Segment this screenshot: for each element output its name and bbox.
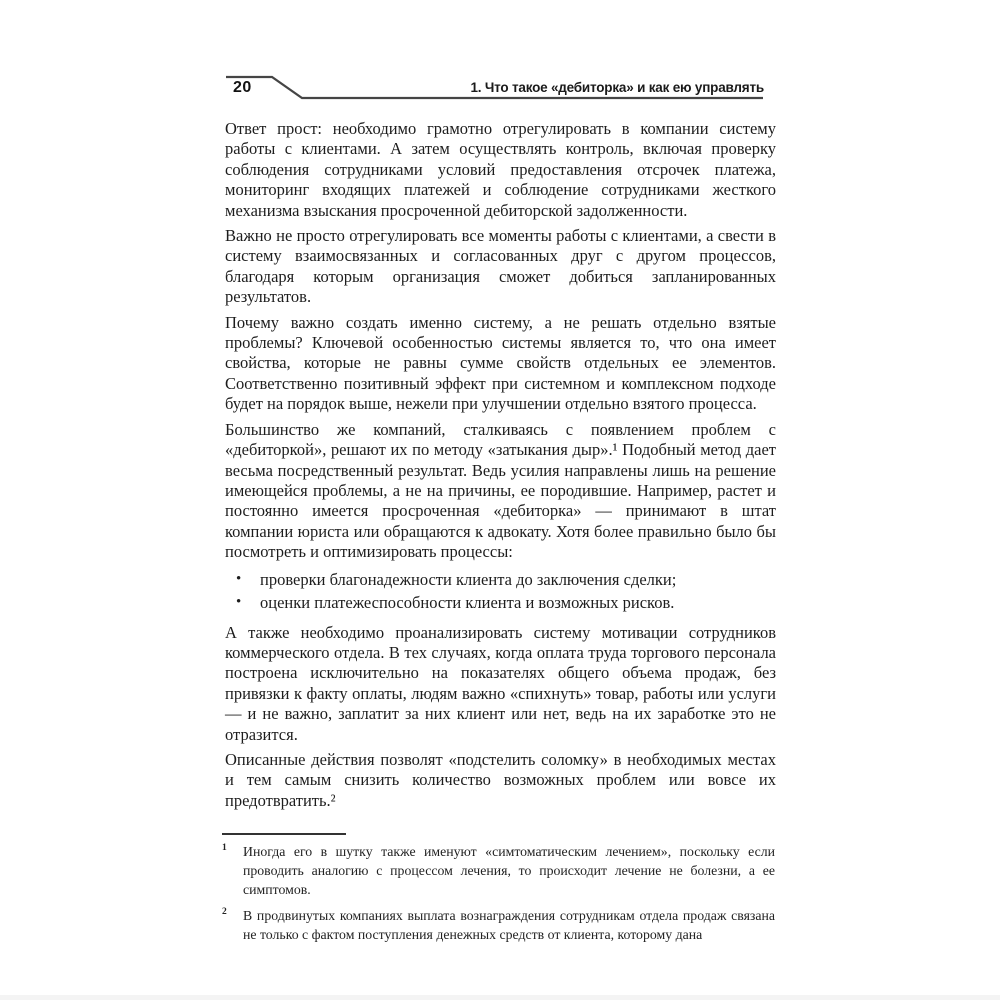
page-body bbox=[225, 119, 776, 816]
bullet-text: проверки благонадежности клиента до заключения сделки; bbox=[260, 569, 677, 589]
paragraph: А также необходимо проанализировать систему мотивации сотрудников коммерческого отдела. В тех случаях, когда оплата труда торгового персонала построена исключительно на показателях общего объема продаж, без привязки к факту оплаты, людям важно «спихнуть» товар, работы или услуги — и не важно, заплатит за них клиент или нет, ведь на их заработке это не отразится. bbox=[225, 622, 776, 744]
bullet-list bbox=[225, 568, 776, 614]
paragraph: Почему важно создать именно систему, а не решать отдельно взятые проблемы? Ключевой особенностью системы является то, что она имеет свойства, которые не равны сумме свойств отдельных ее элементов. Соответственно позитивный эффект при системном и комплексном подходе будет на порядок выше, нежели при улучшении отдельно взятого процесса. bbox=[225, 312, 776, 414]
footnote-text: В продвинутых компаниях выплата вознаграждения сотрудникам отдела продаж связана не только с фактом поступления денежных средств от клиента, которому дана bbox=[243, 908, 775, 942]
footnotes-section bbox=[222, 833, 775, 951]
bullet-icon: • bbox=[236, 593, 242, 610]
paragraph: Большинство же компаний, сталкиваясь с появлением проблем с «дебиторкой», решают их по методу «затыкания дыр».¹ Подобный метод дает весьма посредственный результат. Ведь усилия направлены лишь на решение имеющейся проблемы, а не на причины, ее породившие. Например, растет и постоянно имеется просроченная «дебиторка» — принимают в штат компании юриста или обращаются к адвокату. Хотя более правильно было бы посмотреть и оптимизировать процессы: bbox=[225, 419, 776, 562]
footnote-marker: 1 bbox=[222, 843, 227, 853]
running-chapter-title: 1. Что такое «дебиторка» и как ею управлять bbox=[470, 80, 764, 95]
paragraph: Ответ прост: необходимо грамотно отрегулировать в компании систему работы с клиентами. А затем осуществлять контроль, включая проверку соблюдения сотрудниками условий предоставления отсрочек платежа, мониторинг входящих платежей и соблюдение сотрудниками жесткого механизма взыскания просроченной дебиторской задолженности. bbox=[225, 119, 776, 220]
bullet-text: оценки платежеспособности клиента и возможных рисков. bbox=[260, 592, 675, 612]
page-header bbox=[224, 70, 764, 101]
list-item bbox=[225, 591, 776, 614]
page-scan-edge bbox=[0, 995, 1000, 1000]
footnote-separator bbox=[222, 833, 346, 835]
footnote bbox=[222, 842, 775, 899]
paragraph: Важно не просто отрегулировать все моменты работы с клиентами, а свести в систему взаимосвязанных и согласованных друг с другом процессов, благодаря которым организация сможет добиться запланированных результатов. bbox=[225, 226, 776, 307]
page-number: 20 bbox=[233, 79, 252, 96]
footnote bbox=[222, 906, 775, 944]
footnote-marker: 2 bbox=[222, 907, 227, 917]
paragraph: Описанные действия позволят «подстелить соломку» в необходимых местах и тем самым снизить количество возможных проблем или вовсе их предотвратить.² bbox=[225, 749, 776, 810]
list-item bbox=[225, 568, 776, 591]
footnote-text: Иногда его в шутку также именуют «симтоматическим лечением», поскольку если проводить аналогию с процессом лечения, то происходит лечение не болезни, а ее симптомов. bbox=[243, 844, 775, 897]
bullet-icon: • bbox=[236, 570, 242, 587]
